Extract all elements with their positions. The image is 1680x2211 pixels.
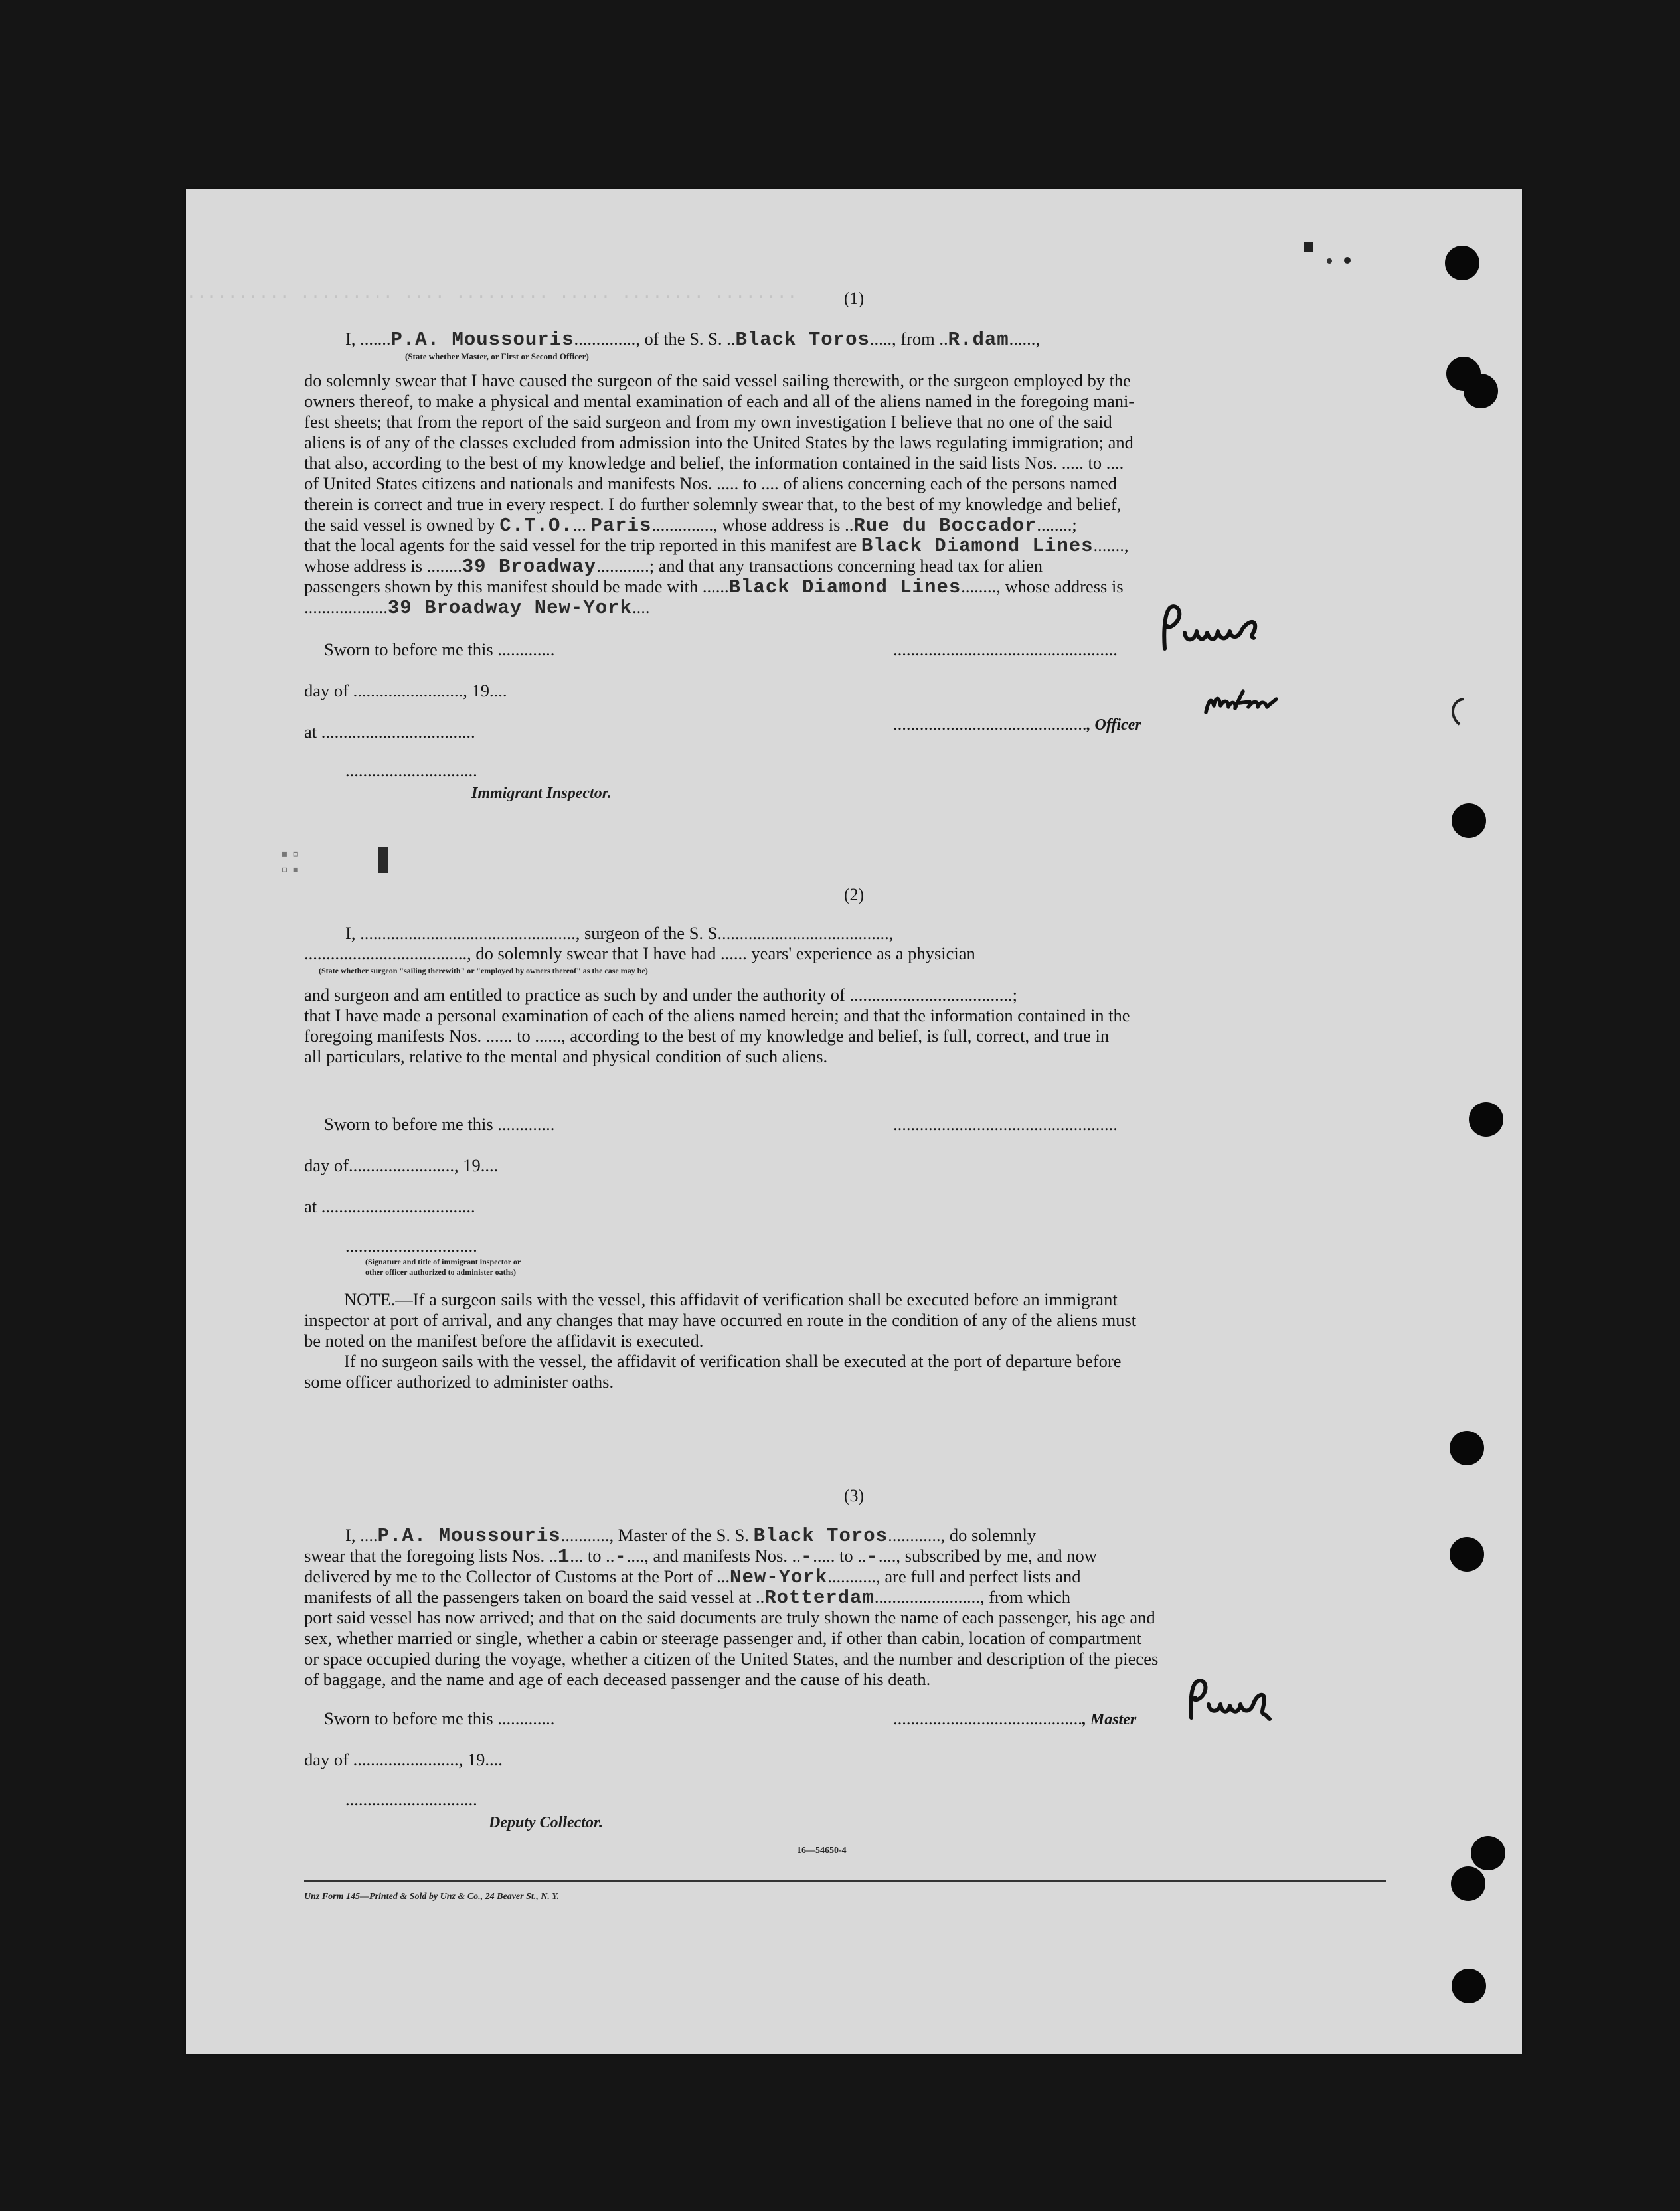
ink-mark bbox=[1327, 258, 1332, 264]
note-line: inspector at port of arrival, and any changes that may have occurred en route in the condition of any of the aliens must bbox=[304, 1310, 1137, 1330]
para-line: owners thereof, to make a physical and mental examination of each and all of the aliens named in the foregoing mani- bbox=[304, 391, 1135, 411]
section-2-number: (2) bbox=[843, 885, 865, 904]
stamp-smudge: ▪▫ ▫▪ bbox=[279, 845, 301, 882]
agents-line: that the local agents for the said vessel for the trip reported in this manifest are Black Diamond Lines......., bbox=[304, 535, 1129, 557]
punch-hole bbox=[1445, 246, 1479, 280]
ink-mark bbox=[1304, 242, 1313, 252]
footer-rule bbox=[304, 1880, 1386, 1882]
ship-name-field: Black Toros bbox=[753, 1525, 888, 1547]
officer-signature-dots: ............................................, Officer bbox=[893, 714, 1141, 734]
para-line: all particulars, relative to the mental and physical condition of such aliens. bbox=[304, 1046, 828, 1066]
departure-port-field: R.dam bbox=[948, 329, 1009, 351]
head-tax-line: passengers shown by this manifest should be made with ......Black Diamond Lines........, whose address is bbox=[304, 576, 1124, 598]
agents-address-line: whose address is ........39 Broadway............; and that any transactions concerning head tax for alien bbox=[304, 556, 1043, 578]
para-line: foregoing manifests Nos. ...... to ......, according to the best of my knowledge and belief, is full, correct, and true in bbox=[304, 1026, 1110, 1046]
collector-label: Deputy Collector. bbox=[489, 1814, 603, 1831]
section-1-number: (1) bbox=[843, 289, 865, 308]
day-line: day of ........................, 19.... bbox=[304, 1750, 503, 1769]
bleed-through-text: .......... ......... .... ......... ..... ........ ........ bbox=[186, 284, 798, 303]
ship-name-field: Black Toros bbox=[735, 329, 870, 351]
punch-hole bbox=[1450, 1537, 1484, 1572]
officer-rank-note: (State whether Master, or First or Second Officer) bbox=[405, 351, 589, 361]
punch-hole bbox=[1464, 374, 1498, 408]
section-3-line-1: I, ....P.A. Moussouris..........., Master of the S. S. Black Toros............, do solemnly bbox=[345, 1525, 1037, 1547]
officer-label: , Officer bbox=[1086, 716, 1141, 734]
surgeon-signature-dots: ................................................... bbox=[893, 1114, 1118, 1134]
note-line: some officer authorized to administer oaths. bbox=[304, 1372, 614, 1392]
para-line: that also, according to the best of my knowledge and belief, the information contained in the said lists Nos. ..... to .... bbox=[304, 453, 1124, 473]
sworn-line: Sworn to before me this ............. bbox=[324, 639, 555, 659]
punch-hole bbox=[1452, 803, 1486, 838]
embarkation-port-field: Rotterdam bbox=[764, 1587, 875, 1609]
ink-mark bbox=[1344, 257, 1351, 264]
inspector-signature-dots: .............................. bbox=[345, 1236, 477, 1256]
agents-field: Black Diamond Lines bbox=[861, 535, 1094, 557]
master-signature-1 bbox=[1155, 601, 1302, 654]
para-line: sex, whether married or single, whether a cabin or steerage passenger and, if other than cabin, location of compartment bbox=[304, 1628, 1142, 1648]
para-line: port said vessel has now arrived; and that on the said documents are truly shown the name of each passenger, his age and bbox=[304, 1607, 1155, 1627]
note-line: NOTE.—If a surgeon sails with the vessel, this affidavit of verification shall be executed before an immigrant bbox=[344, 1289, 1118, 1309]
list-to-field: - bbox=[614, 1546, 627, 1568]
section-1-line-1: I, .......P.A. Moussouris.............., of the S. S. ..Black Toros....., from ..R.dam......, bbox=[345, 329, 1041, 351]
manifest-affidavit-page bbox=[186, 189, 1522, 2054]
section-2-line-2: ....................................., do solemnly swear that I have had ...... years' experience as a physician bbox=[304, 943, 975, 963]
signature-dots: ................................................... bbox=[893, 639, 1118, 659]
section-3-line-3: delivered by me to the Collector of Customs at the Port of ...New-York..........., are full and perfect lists and bbox=[304, 1566, 1081, 1588]
head-tax-address-field: 39 Broadway New-York bbox=[387, 597, 632, 619]
para-line: of baggage, and the name and age of each deceased passenger and the cause of his death. bbox=[304, 1669, 931, 1689]
note-line: be noted on the manifest before the affidavit is executed. bbox=[304, 1331, 704, 1351]
manifest-to-field: - bbox=[866, 1546, 879, 1568]
surgeon-type-note: (State whether surgeon "sailing therewith" or "employed by owners thereof" as the case may be) bbox=[319, 966, 648, 975]
punch-hole bbox=[1452, 1969, 1486, 2003]
punch-hole bbox=[1450, 1431, 1484, 1465]
para-line: that I have made a personal examination of each of the aliens named herein; and that the information contained in the bbox=[304, 1005, 1130, 1025]
sworn-line: Sworn to before me this ............. bbox=[324, 1708, 555, 1728]
handwritten-master-rank bbox=[1202, 686, 1308, 722]
inspector-signature-dots: .............................. bbox=[345, 760, 477, 780]
note-line: If no surgeon sails with the vessel, the affidavit of verification shall be executed at the port of departure before bbox=[344, 1351, 1122, 1371]
punch-hole bbox=[1469, 1102, 1503, 1137]
agents-address-field: 39 Broadway bbox=[462, 556, 597, 578]
section-3-number: (3) bbox=[843, 1486, 865, 1505]
punch-hole bbox=[1471, 1836, 1505, 1870]
day-line: day of........................, 19.... bbox=[304, 1155, 499, 1175]
signature-note-1: (Signature and title of immigrant inspector or bbox=[365, 1257, 521, 1266]
collector-signature-dots: .............................. bbox=[345, 1789, 477, 1809]
para-line: do solemnly swear that I have caused the surgeon of the said vessel sailing therewith, or the surgeon employed by the bbox=[304, 370, 1131, 390]
sworn-line: Sworn to before me this ............. bbox=[324, 1114, 555, 1134]
head-tax-address-line: ...................39 Broadway New-York.... bbox=[304, 597, 650, 619]
section-2-line-1: I, ................................................., surgeon of the S. S......................................., bbox=[345, 923, 894, 943]
para-line: therein is correct and true in every respect. I do further solemnly swear that, to the best of my knowledge and belief, bbox=[304, 494, 1122, 514]
hole-outline-mark bbox=[1441, 694, 1481, 734]
para-line: aliens is of any of the classes excluded from admission into the United States by the laws regulating immigration; and bbox=[304, 432, 1134, 452]
owner-line: the said vessel is owned by C.T.O.... Paris.............., whose address is ..Rue du Boccador........; bbox=[304, 515, 1077, 536]
head-tax-company-field: Black Diamond Lines bbox=[728, 576, 962, 598]
owner-city-field: Paris bbox=[590, 515, 652, 536]
list-from-field: 1 bbox=[557, 1546, 570, 1568]
officer-name-field: P.A. Moussouris bbox=[390, 329, 574, 351]
master-signature-2 bbox=[1182, 1675, 1315, 1728]
master-signature-dots: ..........................................., Master bbox=[893, 1708, 1137, 1728]
master-name-field: P.A. Moussouris bbox=[377, 1525, 561, 1547]
printer-footer: Unz Form 145—Printed & Sold by Unz & Co., 24 Beaver St., N. Y. bbox=[304, 1892, 560, 1902]
para-line: of United States citizens and nationals and manifests Nos. ..... to .... of aliens concerning each of the persons named bbox=[304, 473, 1117, 493]
owner-field: C.T.O. bbox=[499, 515, 573, 536]
section-3-line-2: swear that the foregoing lists Nos. ..1... to ..-...., and manifests Nos. ..-..... to ..-...., subscribed by me, and now bbox=[304, 1546, 1097, 1568]
para-line: and surgeon and am entitled to practice as such by and under the authority of .....................................; bbox=[304, 985, 1017, 1005]
owner-address-field: Rue du Boccador bbox=[853, 515, 1037, 536]
at-line: at ................................... bbox=[304, 722, 475, 742]
manifest-from-field: - bbox=[800, 1546, 813, 1568]
master-label: , Master bbox=[1082, 1711, 1137, 1728]
para-line: fest sheets; that from the report of the said surgeon and from my own investigation I believe that no one of the said bbox=[304, 412, 1112, 432]
signature-note-2: other officer authorized to administer oaths) bbox=[365, 1268, 516, 1277]
form-number: 16—54650-4 bbox=[797, 1846, 847, 1856]
arrival-port-field: New-York bbox=[730, 1566, 828, 1588]
para-line: or space occupied during the voyage, whether a citizen of the United States, and the number and description of the pieces bbox=[304, 1649, 1159, 1669]
day-line: day of ........................., 19.... bbox=[304, 681, 507, 700]
punch-hole bbox=[1451, 1866, 1485, 1901]
section-3-line-4: manifests of all the passengers taken on board the said vessel at ..Rotterdam........................, from which bbox=[304, 1587, 1071, 1609]
at-line: at ................................... bbox=[304, 1196, 475, 1216]
ink-mark bbox=[378, 847, 388, 873]
inspector-label: Immigrant Inspector. bbox=[471, 785, 612, 802]
